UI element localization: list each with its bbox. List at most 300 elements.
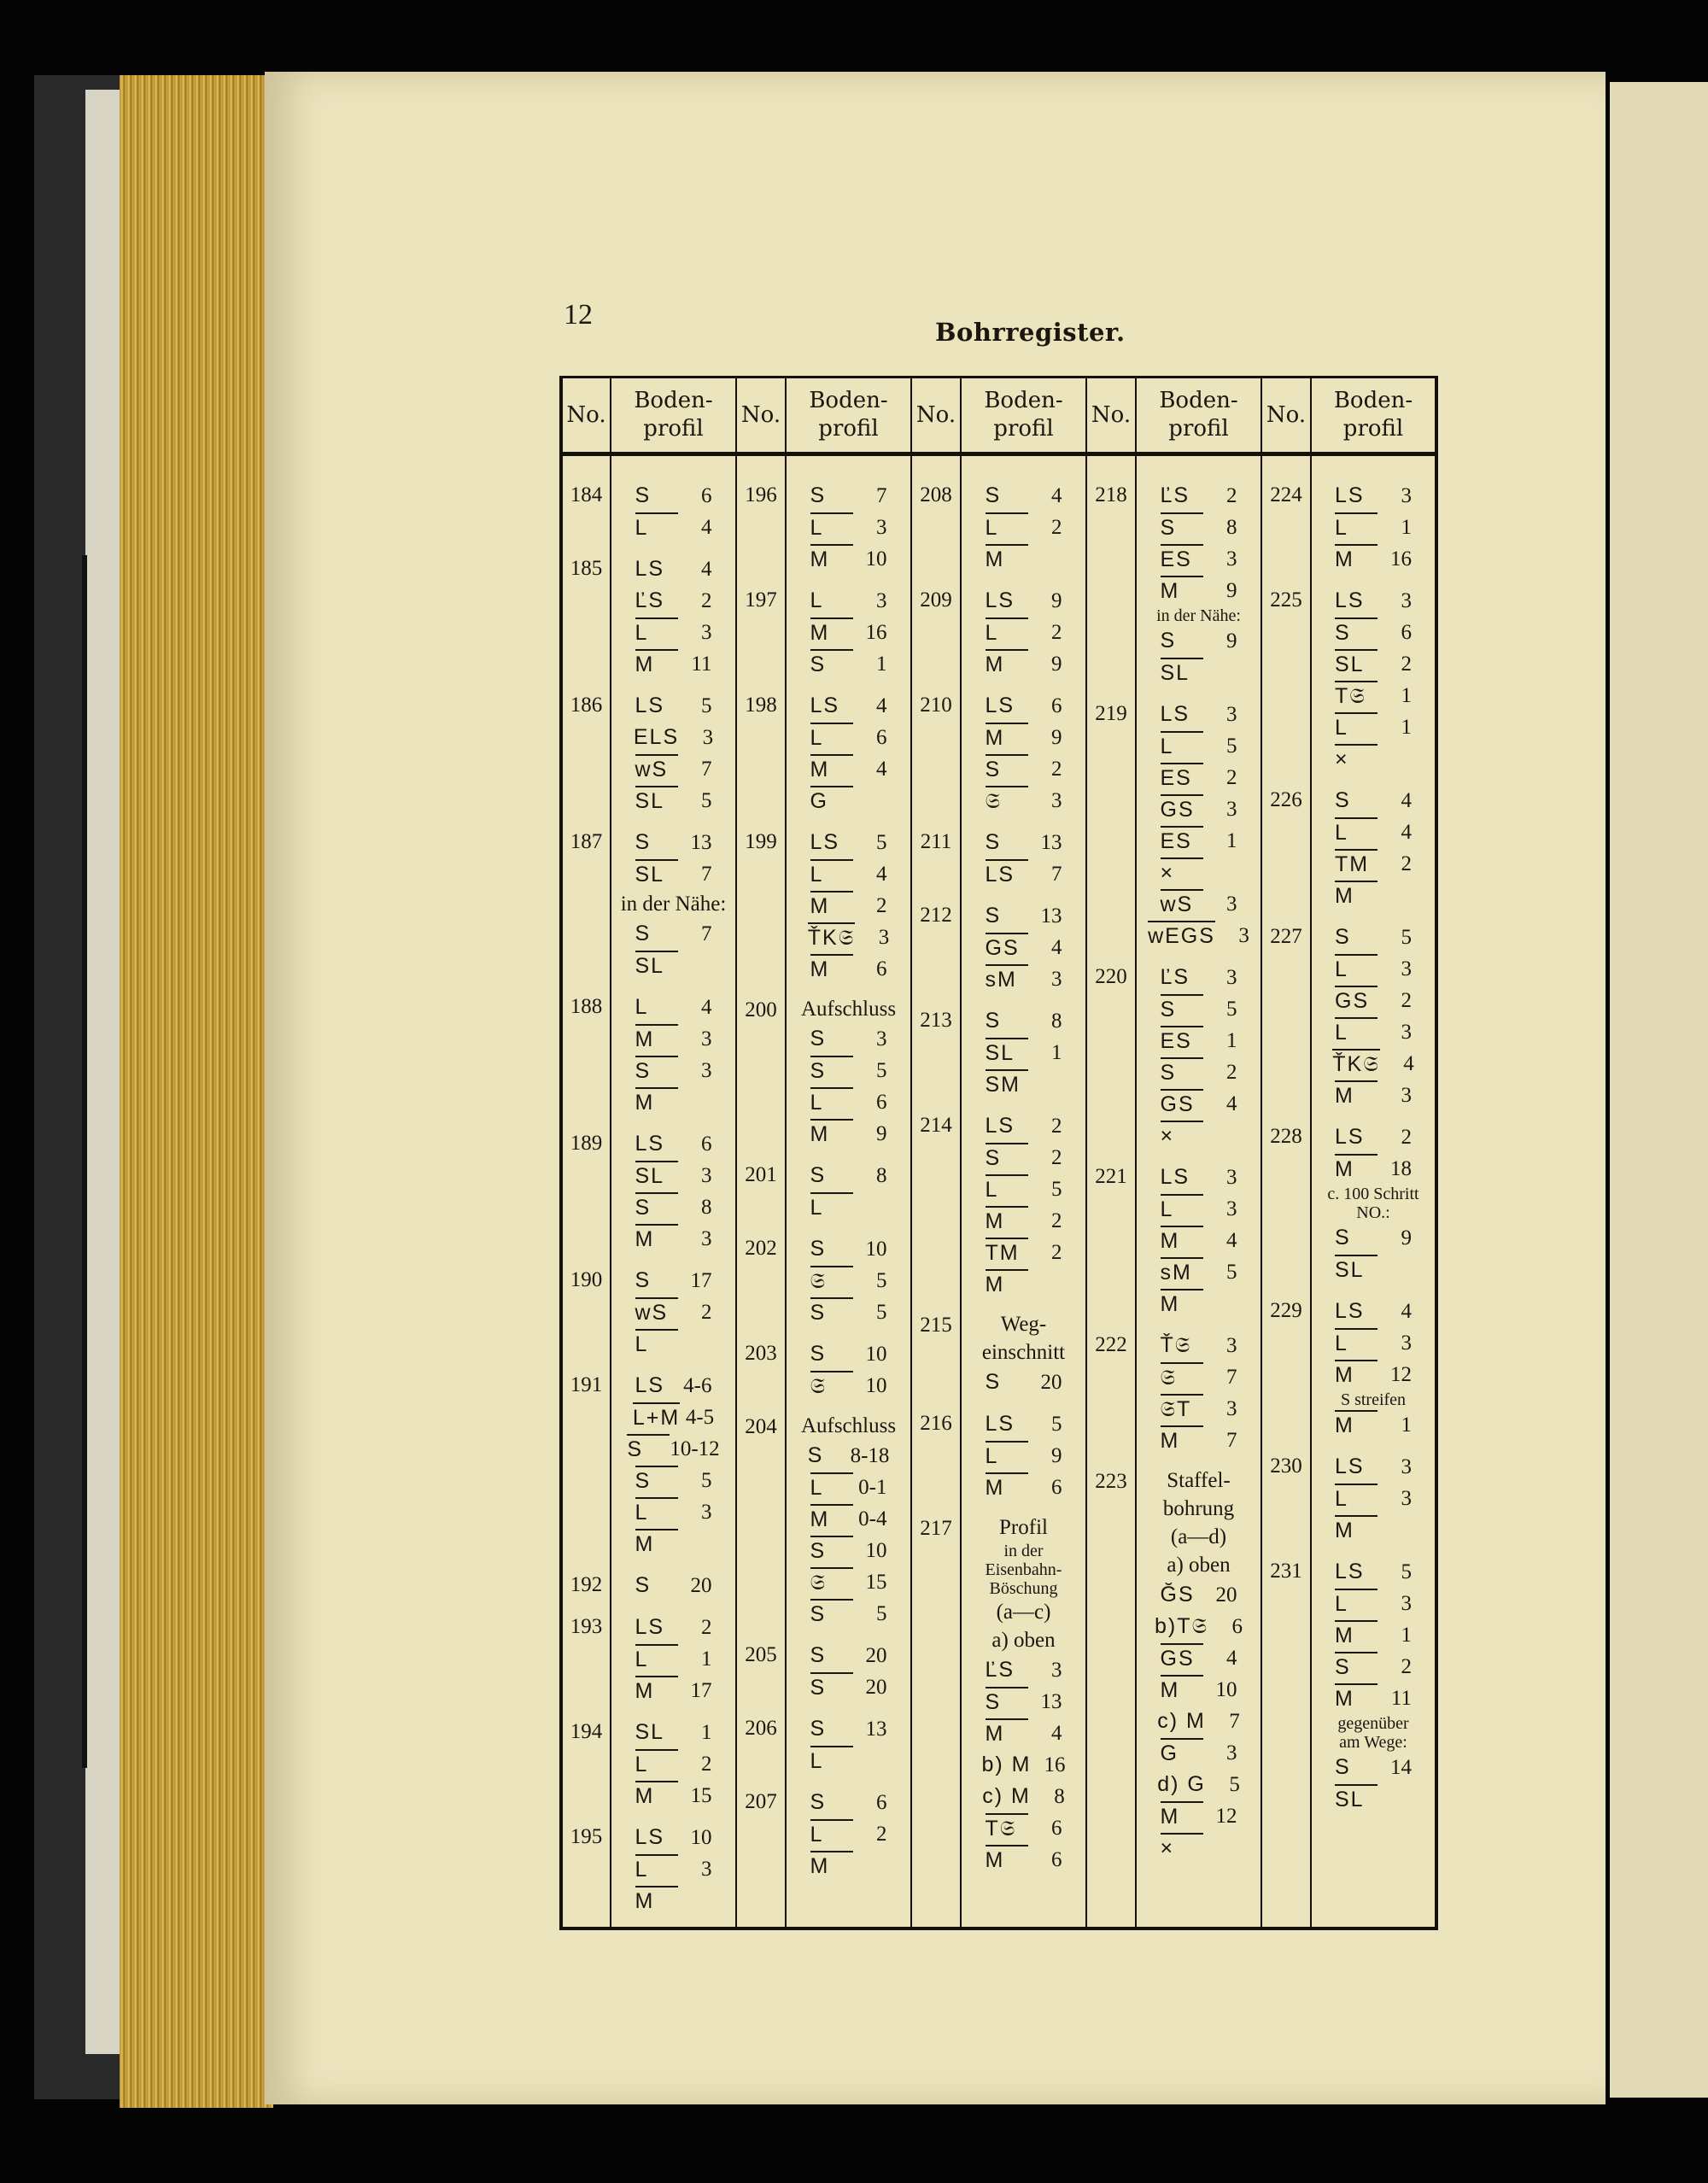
layer-thickness: 1 xyxy=(1401,1413,1412,1437)
soil-symbol: SL xyxy=(1335,1255,1378,1285)
profil-layer xyxy=(611,1086,735,1118)
profil-entry xyxy=(787,585,910,680)
soil-symbol: S xyxy=(1335,617,1378,647)
layer-thickness: 8-18 xyxy=(850,1444,890,1467)
layer-thickness: 7 xyxy=(701,863,712,886)
soil-symbol: L xyxy=(810,1819,853,1849)
profil-text: einschnitt xyxy=(981,1341,1066,1364)
profil-layer xyxy=(611,1223,735,1255)
profil-layer xyxy=(1137,1330,1261,1361)
profil-entry xyxy=(611,690,735,816)
soil-symbol: S xyxy=(810,483,827,507)
soil-symbol: L xyxy=(810,588,824,612)
profil-layer xyxy=(787,1472,910,1503)
profil-layer xyxy=(611,553,735,585)
profil-layer xyxy=(962,1110,1085,1142)
profil-layer xyxy=(1137,625,1261,657)
profil-layer xyxy=(962,690,1085,722)
layer-thickness: 4 xyxy=(1401,821,1412,844)
soil-symbol: S xyxy=(1335,925,1351,949)
soil-symbol: L xyxy=(635,1749,678,1779)
profil-note: Böschung xyxy=(989,1579,1058,1598)
profil-layer xyxy=(962,827,1085,858)
profil-layer xyxy=(962,1781,1085,1812)
profil-layer xyxy=(1312,648,1435,680)
profil-layer xyxy=(962,1037,1085,1068)
profil-text: Aufschluss xyxy=(800,1414,897,1437)
page-number: 12 xyxy=(564,299,593,331)
profil-layer xyxy=(962,900,1085,932)
layer-thickness: 6 xyxy=(1051,694,1062,717)
layer-thickness: 3 xyxy=(1226,1166,1237,1189)
profil-layer xyxy=(1312,1783,1435,1815)
layer-thickness: 6 xyxy=(876,1091,887,1114)
book-spine-strip xyxy=(82,555,87,1768)
profil-layer xyxy=(1312,848,1435,880)
profil-entry xyxy=(787,1713,910,1776)
soil-symbol: L xyxy=(635,995,649,1019)
soil-symbol: L xyxy=(635,1497,678,1527)
profil-entry xyxy=(787,690,910,816)
facing-page-edge xyxy=(1610,82,1708,2098)
layer-thickness: 5 xyxy=(701,1469,712,1492)
soil-symbol: LS xyxy=(985,694,1015,717)
header-no: No. xyxy=(736,377,786,454)
soil-symbol: S xyxy=(810,1163,827,1187)
profil-layer xyxy=(787,785,910,816)
layer-thickness: 4 xyxy=(876,694,887,717)
soil-symbol: 𝔖 xyxy=(986,786,1028,816)
profil-layer xyxy=(1137,1025,1261,1056)
profil-entry xyxy=(611,1717,735,1811)
soil-symbol: S xyxy=(810,1297,853,1327)
profil-layer xyxy=(1137,480,1261,512)
layer-thickness: 3 xyxy=(1226,1397,1237,1420)
profil-layer xyxy=(611,1643,735,1675)
header-no: No. xyxy=(911,377,961,454)
profil-entry xyxy=(611,827,735,981)
profil-layer xyxy=(787,617,910,648)
layer-thickness: 3 xyxy=(1401,1084,1412,1107)
profil-entry xyxy=(787,1640,910,1703)
profil-layer xyxy=(787,1566,910,1598)
profil-layer xyxy=(611,1265,735,1296)
bohrung-number: 185 xyxy=(570,557,603,580)
layer-thickness: 17 xyxy=(690,1269,712,1292)
profil-layer xyxy=(1137,575,1261,606)
profil-text: Profil xyxy=(999,1516,1048,1539)
layer-thickness: 1 xyxy=(876,653,887,676)
profil-layer xyxy=(787,1713,910,1745)
profil-layer xyxy=(611,992,735,1023)
soil-symbol: LS xyxy=(810,830,840,854)
layer-thickness: 6 xyxy=(701,484,712,507)
profil-layer xyxy=(787,690,910,722)
profil-layer xyxy=(787,1671,910,1703)
profil-note: am Wege: xyxy=(1339,1733,1407,1752)
profil-layer xyxy=(1312,816,1435,848)
soil-symbol: c) M xyxy=(982,1784,1031,1808)
soil-symbol: S xyxy=(810,1342,827,1366)
profil-layer xyxy=(611,722,735,753)
profil-layer xyxy=(1312,1121,1435,1153)
profil-layer xyxy=(787,753,910,785)
layer-thickness: 13 xyxy=(1040,831,1062,854)
profil-layer xyxy=(1312,1619,1435,1651)
profil-layer xyxy=(1137,1120,1261,1151)
bohrung-number: 219 xyxy=(1095,702,1127,725)
soil-symbol: L xyxy=(810,859,853,889)
layer-thickness: 4 xyxy=(1051,484,1062,507)
soil-symbol: M xyxy=(986,649,1028,679)
profil-layer xyxy=(962,1237,1085,1268)
soil-symbol: M xyxy=(1161,1425,1203,1455)
profil-layer xyxy=(611,1853,735,1885)
profil-layer xyxy=(962,1367,1085,1398)
soil-symbol: ES xyxy=(1161,826,1203,856)
layer-thickness: 2 xyxy=(1051,621,1062,644)
layer-thickness: 7 xyxy=(876,484,887,507)
soil-symbol: S xyxy=(1335,1652,1378,1682)
profil-layer xyxy=(611,1370,735,1402)
layer-thickness: 8 xyxy=(1054,1785,1065,1808)
soil-symbol: T𝔖 xyxy=(1335,681,1378,711)
profil-note: Eisenbahn- xyxy=(985,1560,1062,1579)
layer-thickness: 2 xyxy=(1051,758,1062,781)
profil-text: (a—c) xyxy=(996,1601,1051,1624)
profil-layer xyxy=(787,1440,910,1472)
layer-thickness: 2 xyxy=(876,894,887,917)
soil-symbol: S xyxy=(810,1599,853,1629)
profil-layer xyxy=(787,543,910,575)
soil-symbol: L xyxy=(635,1329,678,1359)
profil-layer xyxy=(787,1640,910,1671)
profil-entry xyxy=(611,1570,735,1601)
table-body-row xyxy=(561,454,1436,1929)
profil-entry xyxy=(1312,1296,1435,1441)
profil-layer xyxy=(962,932,1085,963)
bohrung-number: 189 xyxy=(570,1132,603,1155)
layer-thickness: 10 xyxy=(865,1539,887,1562)
soil-symbol: S xyxy=(1335,788,1351,812)
layer-thickness: 3 xyxy=(1401,484,1412,507)
soil-symbol: ĽS xyxy=(1160,483,1190,507)
profil-layer xyxy=(962,512,1085,543)
profil-layer xyxy=(787,1086,910,1118)
soil-symbol: L xyxy=(986,512,1028,542)
profil-layer xyxy=(611,1402,735,1433)
soil-symbol: LS xyxy=(635,1132,665,1156)
soil-symbol: ĽS xyxy=(985,1658,1015,1682)
profil-entry xyxy=(787,1338,910,1402)
soil-symbol: M xyxy=(635,1529,678,1559)
soil-symbol: S xyxy=(985,1370,1002,1394)
profil-entry xyxy=(1137,480,1261,688)
profil-text: Aufschluss xyxy=(800,998,897,1021)
layer-thickness: 4 xyxy=(701,516,712,539)
layer-thickness: 3 xyxy=(701,1227,712,1250)
profil-layer xyxy=(1312,1556,1435,1588)
profil-layer xyxy=(962,480,1085,512)
soil-symbol: LS xyxy=(986,859,1028,889)
no-column xyxy=(561,454,611,1929)
layer-thickness: 3 xyxy=(1238,924,1249,947)
profil-layer xyxy=(1137,1361,1261,1393)
layer-thickness: 3 xyxy=(1226,1197,1237,1220)
profil-entry xyxy=(962,1408,1085,1503)
soil-symbol: M xyxy=(986,1269,1028,1299)
profil-layer xyxy=(1312,1752,1435,1783)
soil-symbol: M xyxy=(1335,1360,1378,1390)
layer-thickness: 6 xyxy=(1051,1476,1062,1499)
soil-symbol: wS xyxy=(1161,889,1203,919)
soil-symbol: SL xyxy=(1161,658,1203,688)
profil-layer xyxy=(1312,585,1435,617)
soil-symbol: S xyxy=(1160,629,1177,653)
layer-thickness: 1 xyxy=(1401,684,1412,707)
layer-thickness: 2 xyxy=(701,1753,712,1776)
layer-thickness: 16 xyxy=(1044,1753,1066,1776)
soil-symbol: S xyxy=(986,1143,1028,1173)
layer-thickness: 13 xyxy=(865,1718,887,1741)
bohrung-number: 188 xyxy=(570,995,603,1018)
layer-thickness: 1 xyxy=(1401,516,1412,539)
profil-entry xyxy=(1312,785,1435,911)
header-bodenprofil: Boden- profil xyxy=(1136,377,1261,454)
no-column xyxy=(736,454,786,1929)
profil-layer xyxy=(611,480,735,512)
layer-thickness: 10 xyxy=(865,1374,887,1397)
soil-symbol: × xyxy=(1161,857,1203,887)
profil-entry xyxy=(1312,480,1435,575)
bohrung-number: 187 xyxy=(570,830,603,853)
soil-symbol: SL xyxy=(1335,1784,1378,1814)
layer-thickness: 3 xyxy=(876,516,887,539)
profil-layer xyxy=(1312,743,1435,775)
bohrung-number: 225 xyxy=(1270,588,1302,612)
profil-layer xyxy=(787,1265,910,1296)
profil-layer xyxy=(1137,1800,1261,1832)
soil-symbol: M xyxy=(986,544,1028,574)
soil-symbol: 𝔖 xyxy=(810,1371,853,1401)
profil-layer xyxy=(611,1191,735,1223)
profil-layer xyxy=(611,1570,735,1601)
soil-symbol: S xyxy=(635,1466,678,1495)
profil-layer xyxy=(1137,1088,1261,1120)
soil-symbol: S xyxy=(1335,1226,1351,1250)
bohrung-number: 209 xyxy=(920,588,952,612)
soil-symbol: × xyxy=(1161,1833,1203,1863)
soil-symbol: S xyxy=(1161,1057,1203,1087)
layer-thickness: 2 xyxy=(1226,1061,1237,1084)
layer-thickness: 8 xyxy=(701,1196,712,1219)
layer-thickness: 5 xyxy=(876,1059,887,1082)
bohrung-number: 205 xyxy=(745,1643,777,1666)
layer-thickness: 1 xyxy=(701,1647,712,1671)
profil-entry xyxy=(611,1265,735,1360)
profil-layer xyxy=(1312,1651,1435,1683)
soil-symbol: S xyxy=(1335,1755,1351,1779)
soil-symbol: M xyxy=(1335,1620,1378,1650)
profil-entry xyxy=(1312,1451,1435,1546)
page-edges xyxy=(120,75,273,2108)
profil-entry xyxy=(1137,1466,1261,1864)
layer-thickness: 16 xyxy=(865,621,887,644)
soil-symbol: LS xyxy=(1335,588,1365,612)
profil-layer xyxy=(787,1787,910,1818)
layer-thickness: 5 xyxy=(876,831,887,854)
layer-thickness: 1 xyxy=(1401,716,1412,739)
profil-layer xyxy=(787,922,910,953)
soil-symbol: L xyxy=(810,1087,853,1117)
soil-symbol: LS xyxy=(1335,483,1365,507)
soil-symbol: 𝔖T xyxy=(1161,1394,1203,1424)
profil-layer xyxy=(787,1296,910,1328)
profil-layer xyxy=(611,512,735,543)
layer-thickness: 3 xyxy=(1226,798,1237,821)
profil-layer xyxy=(1312,1683,1435,1714)
soil-symbol: ELS xyxy=(633,725,680,749)
layer-thickness: 7 xyxy=(1226,1429,1237,1452)
soil-symbol: S xyxy=(986,1687,1028,1717)
bohrung-number: 190 xyxy=(570,1268,603,1291)
profil-layer xyxy=(1312,785,1435,816)
profil-note: S streifen xyxy=(1340,1390,1407,1409)
soil-symbol: × xyxy=(1335,744,1378,774)
profil-layer xyxy=(1137,1642,1261,1674)
layer-thickness: 2 xyxy=(1226,766,1237,789)
layer-thickness: 12 xyxy=(1215,1805,1237,1828)
layer-thickness: 15 xyxy=(865,1571,887,1594)
profil-layer xyxy=(611,1885,735,1917)
profil-layer xyxy=(1312,1588,1435,1619)
profil-note: in der Nähe: xyxy=(1156,606,1241,625)
profil-note: c. 100 Schritt xyxy=(1327,1185,1419,1203)
soil-symbol: M xyxy=(1335,1515,1378,1545)
profil-layer xyxy=(787,1503,910,1535)
soil-symbol: S xyxy=(985,830,1002,854)
profil-entry xyxy=(962,1310,1085,1398)
layer-thickness: 5 xyxy=(701,789,712,812)
soil-symbol: wS xyxy=(635,1297,678,1327)
soil-symbol: M xyxy=(635,1676,678,1706)
profil-layer xyxy=(1137,793,1261,825)
soil-symbol: L xyxy=(986,1174,1028,1204)
layer-thickness: 2 xyxy=(1051,1209,1062,1232)
soil-symbol: L xyxy=(635,1644,678,1674)
profil-layer xyxy=(962,753,1085,785)
layer-thickness: 9 xyxy=(1051,1444,1062,1467)
soil-symbol: GS xyxy=(1335,986,1378,1015)
profil-layer xyxy=(1137,962,1261,993)
soil-symbol: sM xyxy=(986,964,1028,994)
bohrung-number: 227 xyxy=(1270,925,1302,948)
soil-symbol: SL xyxy=(635,1161,678,1191)
profil-entry xyxy=(787,480,910,575)
soil-symbol: GS xyxy=(1161,794,1203,824)
profil-layer xyxy=(1137,825,1261,857)
soil-symbol: 𝔖 xyxy=(810,1266,853,1296)
profil-layer xyxy=(1312,617,1435,648)
soil-symbol: wS xyxy=(635,754,678,784)
bohrregister-table xyxy=(559,376,1438,1930)
soil-symbol: LS xyxy=(635,694,665,717)
profil-layer xyxy=(787,1818,910,1850)
bohrung-number: 228 xyxy=(1270,1125,1302,1148)
soil-symbol: S xyxy=(810,1536,853,1566)
layer-thickness: 9 xyxy=(1401,1226,1412,1250)
soil-symbol: M xyxy=(635,1781,678,1811)
soil-symbol: M xyxy=(986,1472,1028,1502)
soil-symbol: M xyxy=(810,1119,853,1149)
layer-thickness: 5 xyxy=(1051,1178,1062,1201)
layer-thickness: 20 xyxy=(1215,1583,1237,1607)
profil-entry xyxy=(1312,922,1435,1111)
header-no: No. xyxy=(561,377,611,454)
layer-thickness: 10 xyxy=(865,1238,887,1261)
profil-layer xyxy=(611,690,735,722)
profil-entry xyxy=(962,585,1085,680)
profil-layer xyxy=(787,827,910,858)
profil-layer xyxy=(962,617,1085,648)
layer-thickness: 3 xyxy=(1401,1487,1412,1510)
profil-layer xyxy=(962,1812,1085,1844)
profil-layer xyxy=(611,1023,735,1055)
soil-symbol: LS xyxy=(985,588,1015,612)
layer-thickness: 3 xyxy=(1401,1331,1412,1355)
profil-layer xyxy=(1312,880,1435,911)
profil-entry xyxy=(787,1412,910,1630)
soil-symbol: L xyxy=(1335,954,1378,984)
soil-symbol: 𝔖 xyxy=(1161,1362,1203,1392)
soil-symbol: LS xyxy=(985,1412,1015,1436)
bohrung-number: 197 xyxy=(745,588,777,612)
layer-thickness: 7 xyxy=(1226,1366,1237,1389)
soil-symbol: GS xyxy=(1161,1643,1203,1673)
soil-symbol: SL xyxy=(1335,649,1378,679)
profil-layer xyxy=(787,1850,910,1882)
profil-layer xyxy=(1312,1016,1435,1048)
layer-thickness: 4 xyxy=(1226,1229,1237,1252)
soil-symbol: M xyxy=(635,1224,678,1254)
layer-thickness: 2 xyxy=(1226,484,1237,507)
soil-symbol: M xyxy=(1335,1683,1378,1713)
layer-thickness: 4 xyxy=(701,996,712,1019)
profil-layer xyxy=(787,858,910,890)
profil-entry xyxy=(611,1128,735,1255)
profil-layer xyxy=(787,480,910,512)
soil-symbol: GS xyxy=(1161,1089,1203,1119)
profil-layer xyxy=(787,1118,910,1150)
profil-layer xyxy=(962,1472,1085,1503)
profil-layer xyxy=(787,722,910,753)
layer-thickness: 4 xyxy=(1051,1722,1062,1745)
bohrung-number: 200 xyxy=(745,998,777,1021)
soil-symbol: S xyxy=(635,1192,678,1222)
no-column xyxy=(1261,454,1311,1929)
bohrung-number: 210 xyxy=(920,694,952,717)
profil-layer xyxy=(611,1612,735,1643)
profil-entry xyxy=(611,1370,735,1560)
profil-layer xyxy=(962,1408,1085,1440)
soil-symbol: ĽS xyxy=(635,588,665,612)
profil-entry xyxy=(1137,962,1261,1151)
profil-entry xyxy=(962,1513,1085,1876)
profil-entry xyxy=(611,1612,735,1706)
profil-layer xyxy=(787,1160,910,1191)
soil-symbol: L xyxy=(1335,1328,1378,1358)
layer-thickness: 8 xyxy=(1051,1010,1062,1033)
